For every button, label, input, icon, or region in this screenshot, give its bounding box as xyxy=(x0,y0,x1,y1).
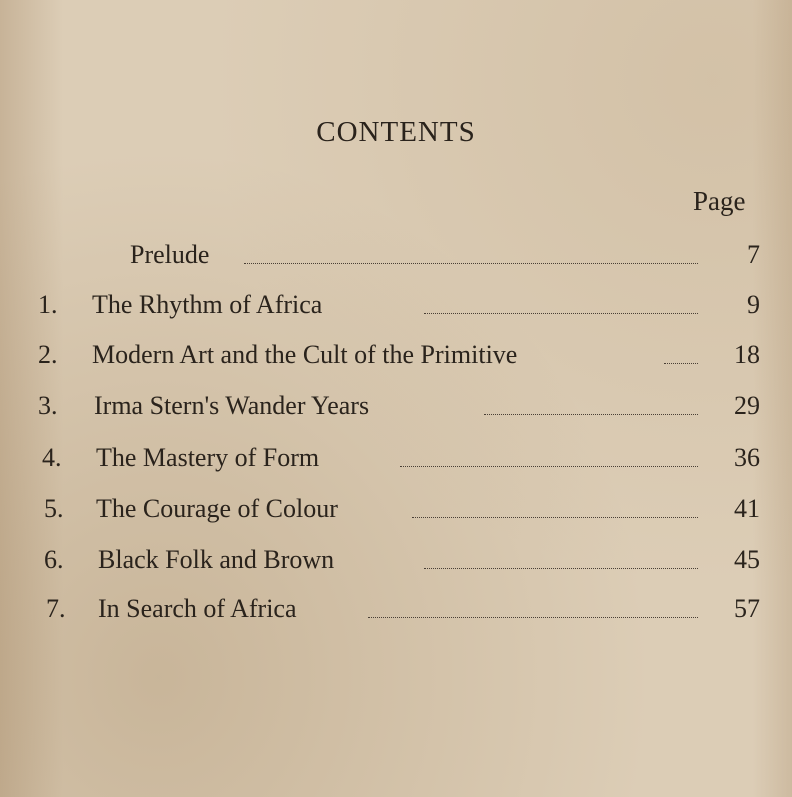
entry-title: Irma Stern's Wander Years xyxy=(94,391,370,420)
entry-title: The Mastery of Form xyxy=(96,443,320,472)
entry-number: 7. xyxy=(46,594,66,623)
entry-title: The Courage of Colour xyxy=(96,494,338,523)
dot-leader xyxy=(368,617,698,618)
entry-page: 41 xyxy=(734,494,760,523)
contents-heading: CONTENTS xyxy=(316,116,476,148)
entry-page: 36 xyxy=(734,443,760,472)
entry-number: 4. xyxy=(42,443,62,472)
entry-title: Black Folk and Brown xyxy=(98,545,335,574)
entry-page: 9 xyxy=(747,290,760,319)
dot-leader xyxy=(400,466,698,467)
entry-number: 3. xyxy=(38,391,58,420)
toc-entry xyxy=(0,545,792,585)
entry-page: 29 xyxy=(734,391,760,420)
entry-page: 18 xyxy=(734,340,760,369)
toc-entry xyxy=(0,494,792,534)
entry-title: Prelude xyxy=(130,240,210,269)
toc-entry xyxy=(0,340,792,380)
entry-page: 7 xyxy=(747,240,760,269)
entry-number: 6. xyxy=(44,545,64,574)
toc-entry xyxy=(0,391,792,431)
page-column-label: Page xyxy=(693,186,746,216)
dot-leader xyxy=(424,568,698,569)
entry-title: In Search of Africa xyxy=(98,594,297,623)
entry-number: 2. xyxy=(38,340,58,369)
dot-leader xyxy=(244,263,698,264)
entry-title: The Rhythm of Africa xyxy=(92,290,323,319)
entry-number: 1. xyxy=(38,290,58,319)
toc-entry xyxy=(0,290,792,330)
entry-number: 5. xyxy=(44,494,64,523)
toc-entry xyxy=(0,594,792,634)
toc-entry xyxy=(0,443,792,483)
dot-leader xyxy=(664,363,698,364)
entry-page: 57 xyxy=(734,594,760,623)
dot-leader xyxy=(424,313,698,314)
toc-entry xyxy=(0,240,792,280)
dot-leader xyxy=(412,517,698,518)
entry-title: Modern Art and the Cult of the Primitive xyxy=(92,340,518,369)
entry-page: 45 xyxy=(734,545,760,574)
dot-leader xyxy=(484,414,698,415)
